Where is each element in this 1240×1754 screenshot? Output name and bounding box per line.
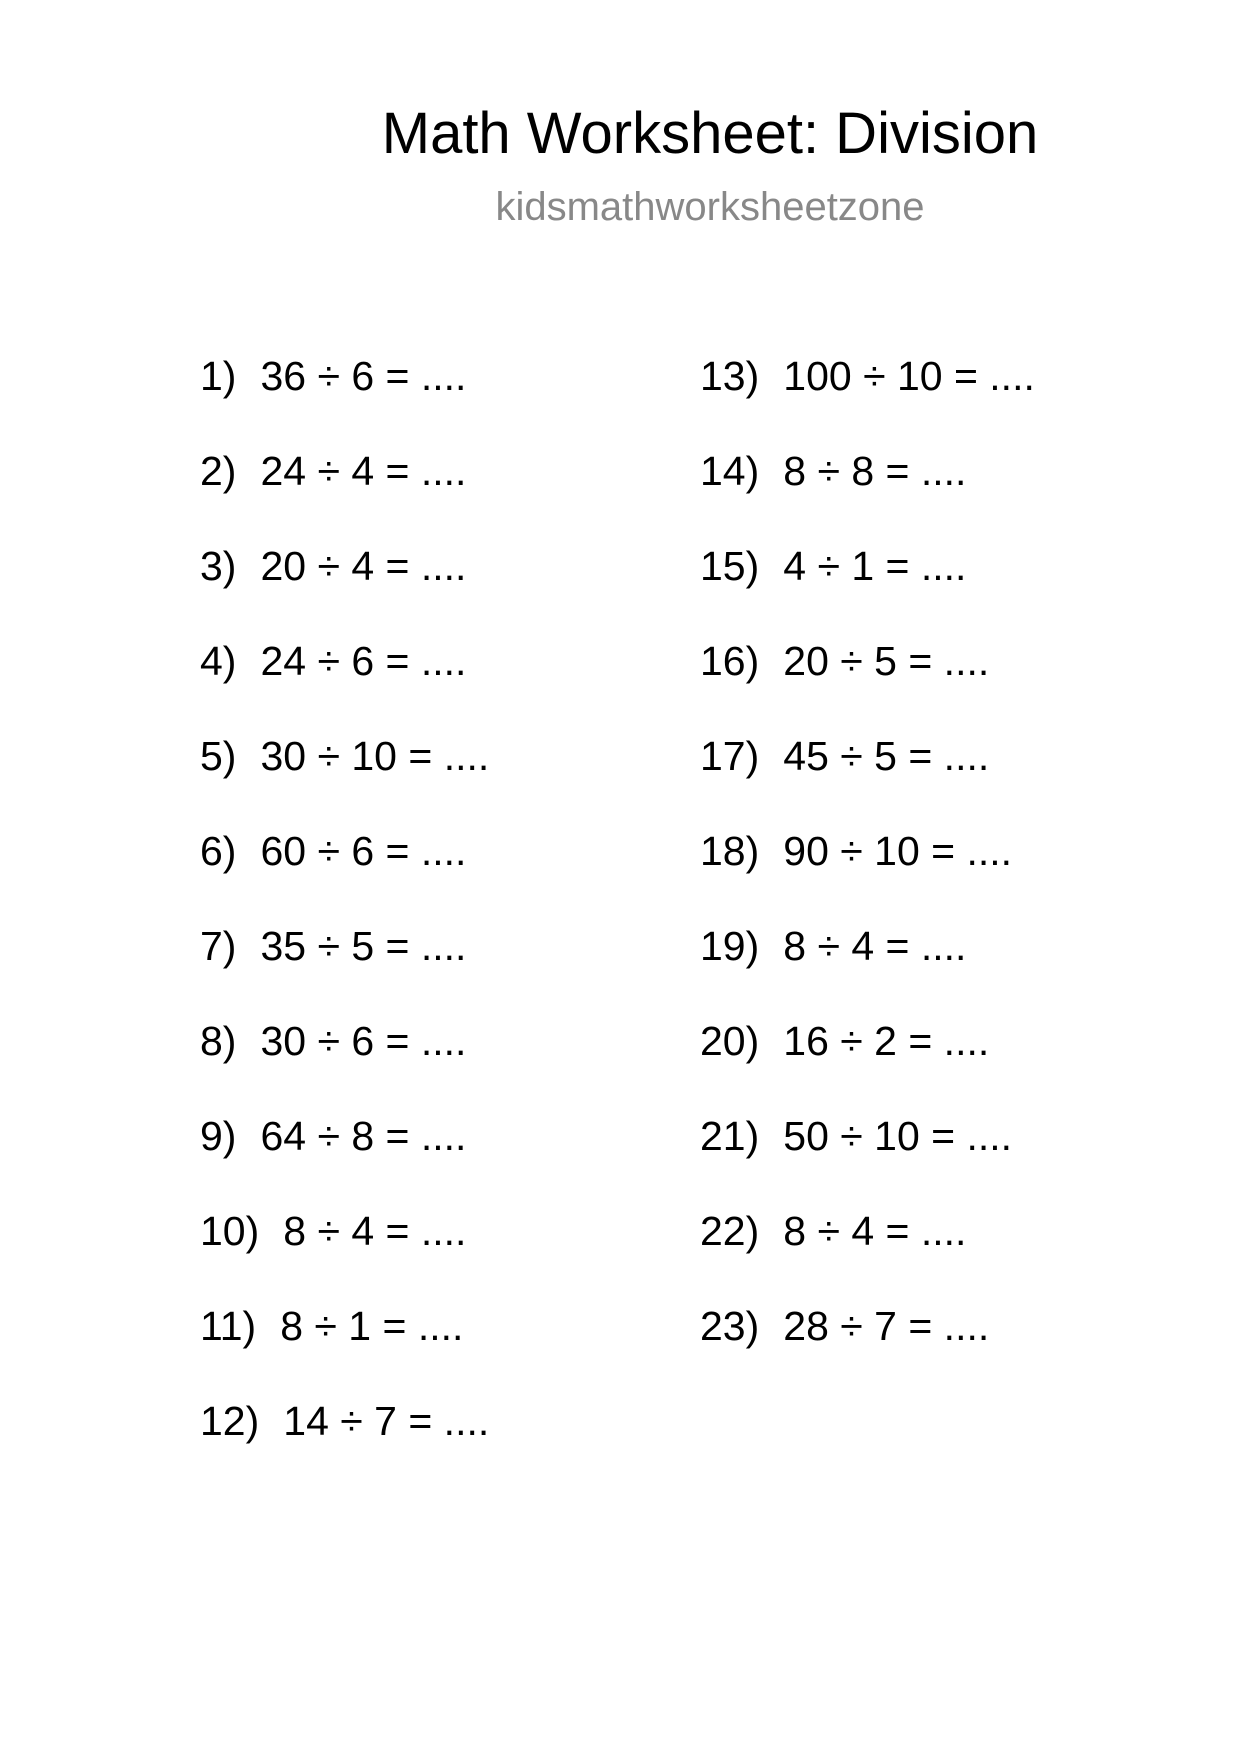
problem-number: 21): [700, 1113, 760, 1159]
worksheet-subtitle: kidsmathworksheetzone: [495, 185, 925, 229]
problem-item: [700, 1302, 1035, 1397]
problem-expression: 8 ÷ 1 = ....: [280, 1303, 464, 1349]
problem-expression: 28 ÷ 7 = ....: [783, 1303, 990, 1349]
problem-expression: 20 ÷ 5 = ....: [783, 638, 990, 684]
problem-number: 3): [200, 543, 237, 589]
problem-expression: 100 ÷ 10 = ....: [783, 353, 1035, 399]
problem-item: [700, 732, 1035, 827]
problem-number: 15): [700, 543, 760, 589]
problem-item: [200, 1397, 489, 1492]
problem-expression: 30 ÷ 10 = ....: [260, 733, 490, 779]
problems-right-column: [700, 352, 1035, 1397]
problem-expression: 8 ÷ 4 = ....: [783, 923, 967, 969]
problem-expression: 14 ÷ 7 = ....: [283, 1398, 490, 1444]
problem-expression: 50 ÷ 10 = ....: [783, 1113, 1013, 1159]
problem-number: 14): [700, 448, 760, 494]
problem-item: [700, 352, 1035, 447]
problem-item: [700, 637, 1035, 732]
problem-item: [200, 637, 489, 732]
problem-item: [200, 922, 489, 1017]
problem-item: [700, 922, 1035, 1017]
problem-expression: 8 ÷ 4 = ....: [783, 1208, 967, 1254]
problem-number: 18): [700, 828, 760, 874]
problem-expression: 16 ÷ 2 = ....: [783, 1018, 990, 1064]
problem-item: [200, 352, 489, 447]
problem-expression: 45 ÷ 5 = ....: [783, 733, 990, 779]
problem-item: [700, 1017, 1035, 1112]
problem-number: 17): [700, 733, 760, 779]
problem-number: 6): [200, 828, 237, 874]
problem-item: [200, 1302, 489, 1397]
worksheet-title: Math Worksheet: Division: [381, 101, 1039, 166]
problem-expression: 64 ÷ 8 = ....: [260, 1113, 467, 1159]
problem-number: 1): [200, 353, 237, 399]
problem-number: 5): [200, 733, 237, 779]
problem-expression: 8 ÷ 8 = ....: [783, 448, 967, 494]
problem-item: [200, 1017, 489, 1112]
problem-number: 11): [200, 1303, 257, 1349]
problem-item: [200, 1112, 489, 1207]
problem-item: [200, 1207, 489, 1302]
problem-number: 20): [700, 1018, 760, 1064]
problem-number: 4): [200, 638, 237, 684]
problem-expression: 90 ÷ 10 = ....: [783, 828, 1013, 874]
problem-item: [200, 827, 489, 922]
problem-expression: 24 ÷ 6 = ....: [260, 638, 467, 684]
problem-item: [200, 542, 489, 637]
problem-number: 12): [200, 1398, 260, 1444]
problem-expression: 35 ÷ 5 = ....: [260, 923, 467, 969]
problem-number: 9): [200, 1113, 237, 1159]
problem-number: 13): [700, 353, 760, 399]
problem-item: [700, 542, 1035, 637]
problem-item: [700, 447, 1035, 542]
problem-item: [700, 1207, 1035, 1302]
problem-number: 16): [700, 638, 760, 684]
problem-number: 23): [700, 1303, 760, 1349]
problem-expression: 24 ÷ 4 = ....: [260, 448, 467, 494]
problem-number: 10): [200, 1208, 260, 1254]
problems-left-column: [200, 352, 489, 1492]
problem-expression: 4 ÷ 1 = ....: [783, 543, 967, 589]
problem-expression: 60 ÷ 6 = ....: [260, 828, 467, 874]
problem-number: 22): [700, 1208, 760, 1254]
problem-item: [700, 1112, 1035, 1207]
problem-expression: 36 ÷ 6 = ....: [260, 353, 467, 399]
problem-item: [200, 447, 489, 542]
problem-expression: 8 ÷ 4 = ....: [283, 1208, 467, 1254]
problem-item: [700, 827, 1035, 922]
problem-number: 2): [200, 448, 237, 494]
problem-number: 7): [200, 923, 237, 969]
problem-expression: 20 ÷ 4 = ....: [260, 543, 467, 589]
problem-expression: 30 ÷ 6 = ....: [260, 1018, 467, 1064]
problem-item: [200, 732, 489, 827]
problem-number: 8): [200, 1018, 237, 1064]
problem-number: 19): [700, 923, 760, 969]
